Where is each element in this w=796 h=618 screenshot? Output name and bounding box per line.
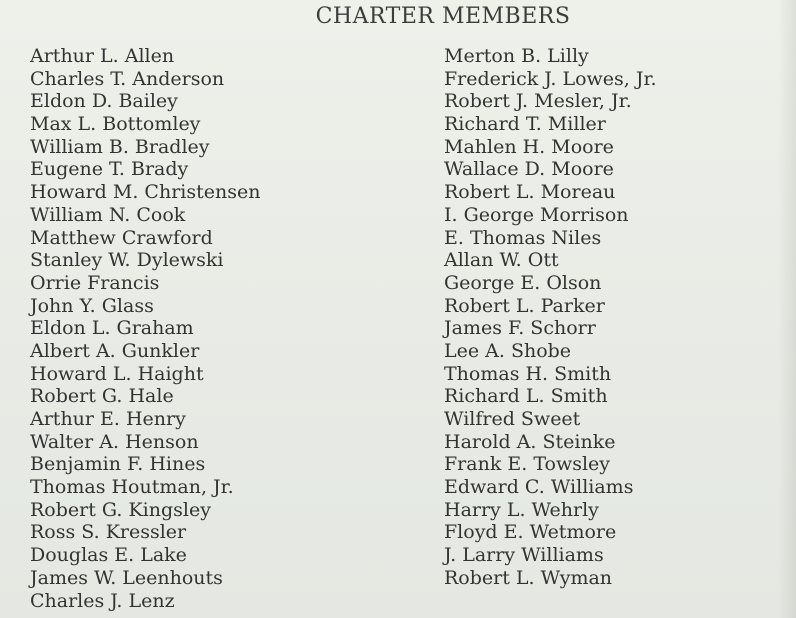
member-name: E. Thomas Niles	[444, 226, 602, 249]
member-name: Howard L. Haight	[30, 362, 204, 385]
member-name: Matthew Crawford	[30, 226, 213, 249]
member-name: Lee A. Shobe	[444, 339, 572, 362]
member-name: Orrie Francis	[30, 271, 160, 294]
member-name: James W. Leenhouts	[30, 566, 223, 589]
member-name: Eldon D. Bailey	[30, 90, 178, 113]
member-name: Robert L. Parker	[444, 294, 605, 317]
member-name: Richard L. Smith	[444, 385, 608, 408]
member-name: Eldon L. Graham	[30, 317, 194, 340]
member-list-right	[444, 45, 657, 590]
member-name: John Y. Glass	[30, 294, 154, 317]
member-name: Eugene T. Brady	[30, 158, 189, 181]
member-name: Frederick J. Lowes, Jr.	[444, 67, 657, 90]
member-name: Robert L. Wyman	[444, 566, 613, 589]
member-name: Robert J. Mesler, Jr.	[444, 90, 632, 113]
member-name: James F. Schorr	[444, 317, 596, 340]
member-name: Edward C. Williams	[444, 476, 634, 499]
member-name: Allan W. Ott	[444, 249, 559, 272]
member-name: Mahlen H. Moore	[444, 135, 614, 158]
page-edge-shadow	[778, 0, 796, 618]
member-name: Robert G. Hale	[30, 385, 174, 408]
page-title: CHARTER MEMBERS	[315, 4, 571, 29]
member-name: Howard M. Christensen	[30, 181, 261, 204]
member-name: Robert G. Kingsley	[30, 498, 211, 521]
member-list-left	[30, 45, 260, 612]
member-name: Merton B. Lilly	[444, 45, 589, 67]
member-name: Walter A. Henson	[30, 430, 199, 453]
member-name: William B. Bradley	[30, 135, 210, 158]
member-name: J. Larry Williams	[444, 544, 604, 567]
member-name: Charles J. Lenz	[30, 589, 175, 612]
member-name: Charles T. Anderson	[30, 67, 225, 90]
member-name: Harry L. Wehrly	[444, 498, 599, 521]
member-name: Floyd E. Wetmore	[444, 521, 617, 544]
member-name: Richard T. Miller	[444, 113, 606, 136]
member-name: Arthur L. Allen	[30, 45, 175, 67]
member-name: Arthur E. Henry	[30, 408, 186, 430]
member-name: I. George Morrison	[444, 203, 629, 226]
member-name: William N. Cook	[30, 203, 186, 226]
member-name: Max L. Bottomley	[30, 113, 201, 136]
member-name: Ross S. Kressler	[30, 521, 187, 544]
member-name: Albert A. Gunkler	[30, 339, 200, 362]
member-name: Stanley W. Dylewski	[30, 249, 224, 272]
member-name: Benjamin F. Hines	[30, 453, 206, 476]
member-name: Wallace D. Moore	[444, 158, 614, 181]
member-name: George E. Olson	[444, 271, 602, 294]
member-name: Wilfred Sweet	[444, 408, 581, 430]
member-name: Harold A. Steinke	[444, 430, 616, 453]
member-name: Thomas Houtman, Jr.	[30, 476, 234, 499]
member-name: Robert L. Moreau	[444, 181, 616, 204]
member-name: Douglas E. Lake	[30, 544, 187, 567]
member-name: Thomas H. Smith	[444, 362, 612, 385]
member-name: Frank E. Towsley	[444, 453, 611, 476]
